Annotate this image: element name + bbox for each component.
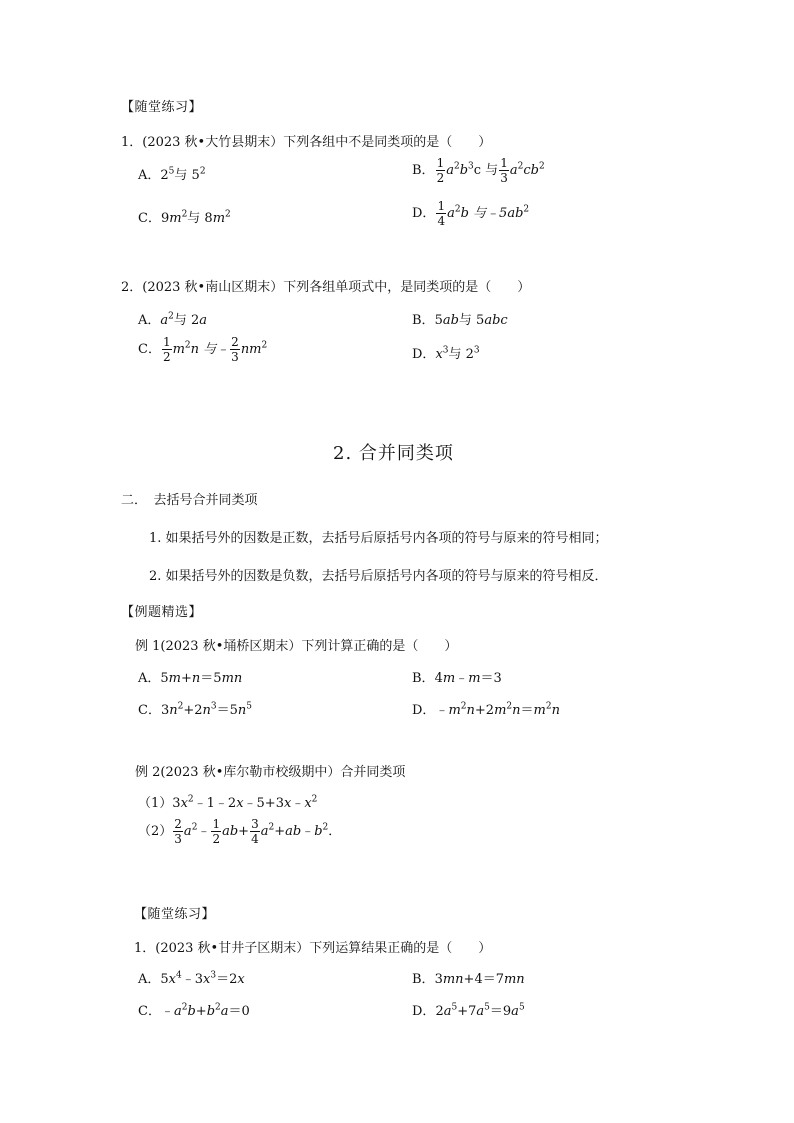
p2q1-option-c[interactable]: C．$﹣a^2b+b^2a=0$ bbox=[138, 1002, 250, 1019]
section-heading: 二． 去括号合并同类项 bbox=[121, 493, 258, 508]
practice-2-header: 【随堂练习】 bbox=[134, 907, 216, 922]
q1-option-d[interactable]: D． $\frac{1}{4}$ $a^2b$ 与$﹣5ab^2$ bbox=[412, 199, 530, 228]
question-1-stem: 1．(2023 秋•大竹县期末）下列各组中不是同类项的是（ ） bbox=[121, 135, 492, 150]
practice-2-question-1-stem: 1．(2023 秋•甘井子区期末）下列运算结果正确的是（ ） bbox=[134, 941, 492, 956]
examples-header: 【例题精选】 bbox=[121, 605, 203, 620]
q1-option-a[interactable]: A．$2^5$与 $5^2$ bbox=[138, 166, 206, 183]
rule-1: 1. 如果括号外的因数是正数，去括号后原括号内各项的符号与原来的符号相同； bbox=[149, 531, 608, 546]
p2q1-option-d[interactable]: D．$2a^5+7a^5=9a^5$ bbox=[412, 1002, 525, 1019]
question-2-stem: 2．(2023 秋•南山区期末）下列各组单项式中，是同类项的是（ ） bbox=[121, 280, 531, 295]
p2q1-option-a[interactable]: A．$5x^4﹣3x^3=2x$ bbox=[138, 970, 245, 987]
practice-header: 【随堂练习】 bbox=[121, 100, 203, 115]
rule-2: 2. 如果括号外的因数是负数，去括号后原括号内各项的符号与原来的符号相反． bbox=[149, 569, 608, 584]
q2-option-c[interactable]: C． $\frac{1}{2}$ $m^2n$ 与﹣ $\frac{2}{3}$ $nm^2$ bbox=[138, 335, 268, 364]
example-1-stem: 例 1(2023 秋•埇桥区期末）下列计算正确的是（ ） bbox=[135, 639, 458, 654]
q1-option-b[interactable]: B． $\frac{1}{2}$ $a^2b^3c$ 与 $\frac{1}{3}$ $a^2cb^2$ bbox=[412, 156, 545, 185]
q2-option-d[interactable]: D．$x^3$与 $2^3$ bbox=[412, 345, 480, 362]
q2-option-b[interactable]: B．5ab与 5abc bbox=[412, 313, 508, 328]
ex1-option-d[interactable]: D．$﹣m^2n+2m^2n=m^2n$ bbox=[412, 701, 560, 718]
ex1-option-b[interactable]: B．4m﹣m＝3 bbox=[412, 671, 502, 686]
q1-option-c[interactable]: C．$9m^2$与 $8m^2$ bbox=[138, 209, 231, 226]
q2-option-a[interactable]: A．$a^2$与 2a bbox=[138, 311, 208, 328]
ex2-part-1: $(1)3x^2﹣1﹣2x﹣5+3x﹣x^2$ bbox=[138, 794, 318, 811]
ex1-option-c[interactable]: C．$3n^2+2n^3=5n^5$ bbox=[138, 701, 253, 718]
example-2-stem: 例 2(2023 秋•库尔勒市校级期中）合并同类项 bbox=[135, 765, 406, 780]
ex1-option-a[interactable]: A．5m+n＝5mn bbox=[138, 671, 243, 686]
section-title: 2. 合并同类项 bbox=[333, 443, 454, 464]
p2q1-option-b[interactable]: B．3mn+4＝7mn bbox=[412, 972, 525, 987]
ex2-part-2: （2） $\frac{2}{3}$ $a^2﹣$ $\frac{1}{2}$ ab+ $\frac{3}{4}$ $a^2+ab﹣b^2$． bbox=[138, 817, 342, 846]
